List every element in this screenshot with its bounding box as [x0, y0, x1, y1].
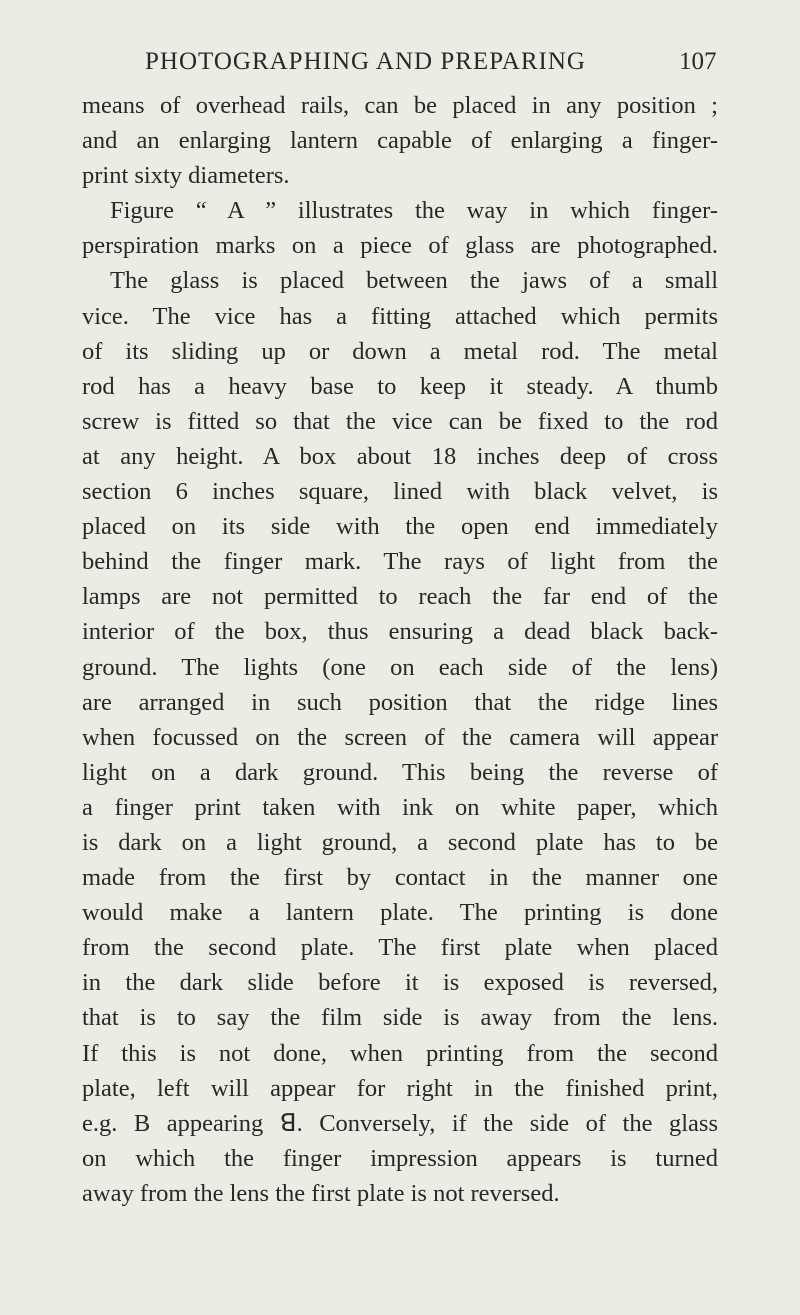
text-line: print sixty diameters.	[82, 162, 290, 190]
text-line: would make a lantern plate. The printing is done	[82, 899, 718, 927]
text-line: behind the finger mark. The rays of light from the	[82, 548, 718, 576]
text-line: a finger print taken with ink on white paper, which	[82, 793, 718, 821]
text-line: light on a dark ground. This being the reverse of	[82, 758, 718, 786]
page-number: 107	[679, 48, 717, 75]
text-line: at any height. A box about 18 inches deep of cross	[82, 442, 718, 470]
text-line: are arranged in such position that the ridge lines	[82, 688, 718, 716]
body-text	[82, 88, 718, 1211]
text-line: made from the first by contact in the manner one	[82, 864, 718, 892]
text-line: e.g. B appearing ꓭ. Conversely, if the side of the glass	[82, 1109, 718, 1137]
text-line: screw is fitted so that the vice can be fixed to the rod	[82, 407, 718, 435]
text-line: is dark on a light ground, a second plate has to be	[82, 828, 718, 856]
text-line: perspiration marks on a piece of glass are photographed.	[82, 232, 718, 260]
text-line: of its sliding up or down a metal rod. The metal	[82, 337, 718, 365]
text-line: vice. The vice has a fitting attached which permits	[82, 302, 718, 330]
text-line: rod has a heavy base to keep it steady. A thumb	[82, 372, 718, 400]
text-line: when focussed on the screen of the camera will appear	[82, 723, 718, 751]
text-line: section 6 inches square, lined with black velvet, is	[82, 478, 718, 506]
text-line: from the second plate. The first plate when placed	[82, 934, 718, 962]
text-line: lamps are not permitted to reach the far end of the	[82, 583, 718, 611]
text-line: in the dark slide before it is exposed is reversed,	[82, 969, 718, 997]
text-line: Figure “ A ” illustrates the way in which finger-	[110, 197, 718, 225]
text-line: interior of the box, thus ensuring a dead black back-	[82, 618, 718, 646]
text-line: ground. The lights (one on each side of the lens)	[82, 653, 718, 681]
text-line: on which the finger impression appears is turned	[82, 1144, 718, 1172]
text-line: plate, left will appear for right in the finished print,	[82, 1074, 718, 1102]
text-line: that is to say the film side is away from the lens.	[82, 1004, 718, 1032]
running-head-title: PHOTOGRAPHING AND PREPARING	[145, 48, 586, 75]
text-line: If this is not done, when printing from the second	[82, 1039, 718, 1067]
text-line: and an enlarging lantern capable of enlarging a finger-	[82, 127, 718, 155]
text-line: means of overhead rails, can be placed in any position ;	[82, 92, 718, 119]
running-head	[0, 42, 800, 82]
text-line: placed on its side with the open end immediately	[82, 513, 718, 541]
text-line: away from the lens the first plate is not reversed.	[82, 1179, 560, 1207]
text-line: The glass is placed between the jaws of a small	[110, 267, 718, 295]
